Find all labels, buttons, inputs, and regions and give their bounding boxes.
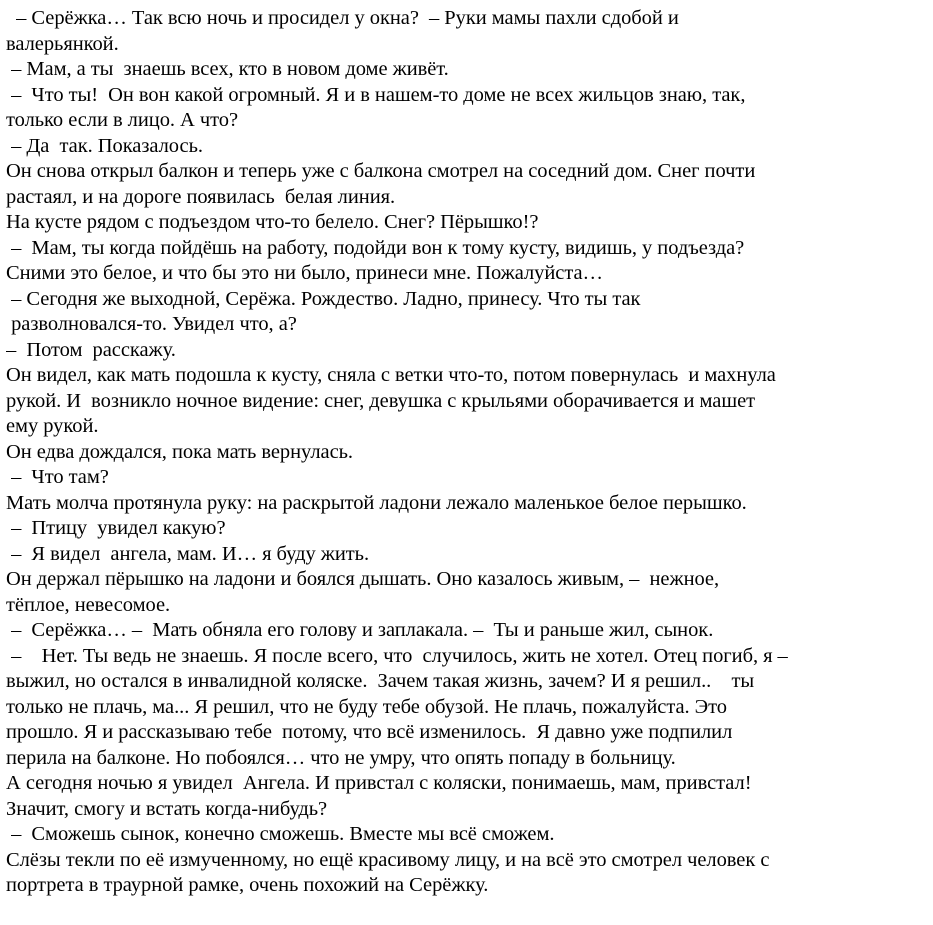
text-line: рукой. И возникло ночное видение: снег, девушка с крыльями оборачивается и машет — [6, 389, 756, 412]
text-line: ему рукой. — [6, 415, 99, 437]
text-line: Сними это белое, и что бы это ни было, принеси мне. Пожалуйста… — [6, 262, 603, 284]
text-line: тёплое, невесомое. — [6, 593, 171, 616]
text-line: выжил, но остался в инвалидной коляске. Зачем такая жизнь, зачем? И я решил.. ты — [6, 670, 755, 692]
text-line: А сегодня ночью я увидел Ангела. И привстал с коляски, понимаешь, мам, привстал! — [6, 772, 752, 794]
text-line: Он видел, как мать подошла к кусту, сняла с ветки что-то, потом повернулась и махнула — [6, 364, 776, 386]
text-line: – Мам, а ты знаешь всех, кто в новом доме живёт. — [6, 58, 449, 80]
text-line: – Птицу увидел какую? — [6, 517, 226, 539]
text-line: разволновался-то. Увидел что, а? — [6, 313, 297, 335]
text-line: – Что ты! Он вон какой огромный. Я и в нашем-то доме не всех жильцов знаю, так, — [6, 83, 746, 106]
text-line: – Серёжка… – Мать обняла его голову и заплакала. – Ты и раньше жил, сынок. — [6, 619, 714, 641]
text-line: – Мам, ты когда пойдёшь на работу, подойди вон к тому кусту, видишь, у подъезда? — [6, 236, 745, 259]
text-line: Мать молча протянула руку: на раскрытой ладони лежало маленькое белое перышко. — [6, 491, 747, 514]
text-line: перила на балконе. Но побоялся… что не умру, что опять попаду в больницу. — [6, 746, 676, 769]
text-line: только если в лицо. А что? — [6, 109, 239, 131]
text-line: растаял, и на дороге появилась белая линия. — [6, 185, 396, 208]
text-line: прошло. Я и рассказываю тебе потому, что всё изменилось. Я давно уже подпилил — [6, 721, 733, 743]
text-line: Значит, смогу и встать когда-нибудь? — [6, 797, 328, 820]
text-line: только не плачь, ма... Я решил, что не буду тебе обузой. Не плачь, пожалуйста. Это — [6, 695, 728, 718]
text-line: – Сегодня же выходной, Серёжа. Рождество. Ладно, принесу. Что ты так — [6, 287, 641, 310]
text-line: портрета в траурной рамке, очень похожий на Серёжку. — [6, 874, 489, 896]
text-line: Он держал пёрышко на ладони и боялся дышать. Оно казалось живым, – нежное, — [6, 568, 720, 590]
text-line: – Потом расскажу. — [6, 338, 176, 361]
text-line: Он снова открыл балкон и теперь уже с балкона смотрел на соседний дом. Снег почти — [6, 160, 756, 182]
text-line: валерьянкой. — [6, 32, 119, 55]
text-line: – Я видел ангела, мам. И… я буду жить. — [6, 542, 370, 565]
text-line: – Да так. Показалось. — [6, 134, 203, 157]
text-line: – Нет. Ты ведь не знаешь. Я после всего, что случилось, жить не хотел. Отец погиб, я – — [6, 644, 788, 667]
text-line: На кусте рядом с подъездом что-то белело. Снег? Пёрышко!? — [6, 211, 539, 233]
text-line: – Что там? — [6, 466, 109, 488]
text-line: – Серёжка… Так всю ночь и просидел у окна? – Руки мамы пахли сдобой и — [6, 7, 679, 29]
text-line: Он едва дождался, пока мать вернулась. — [6, 440, 354, 463]
text-line: Слёзы текли по её измученному, но ещё красивому лицу, и на всё это смотрел человек с — [6, 848, 770, 871]
text-line: – Сможешь сынок, конечно сможешь. Вместе мы всё сможем. — [6, 823, 555, 845]
